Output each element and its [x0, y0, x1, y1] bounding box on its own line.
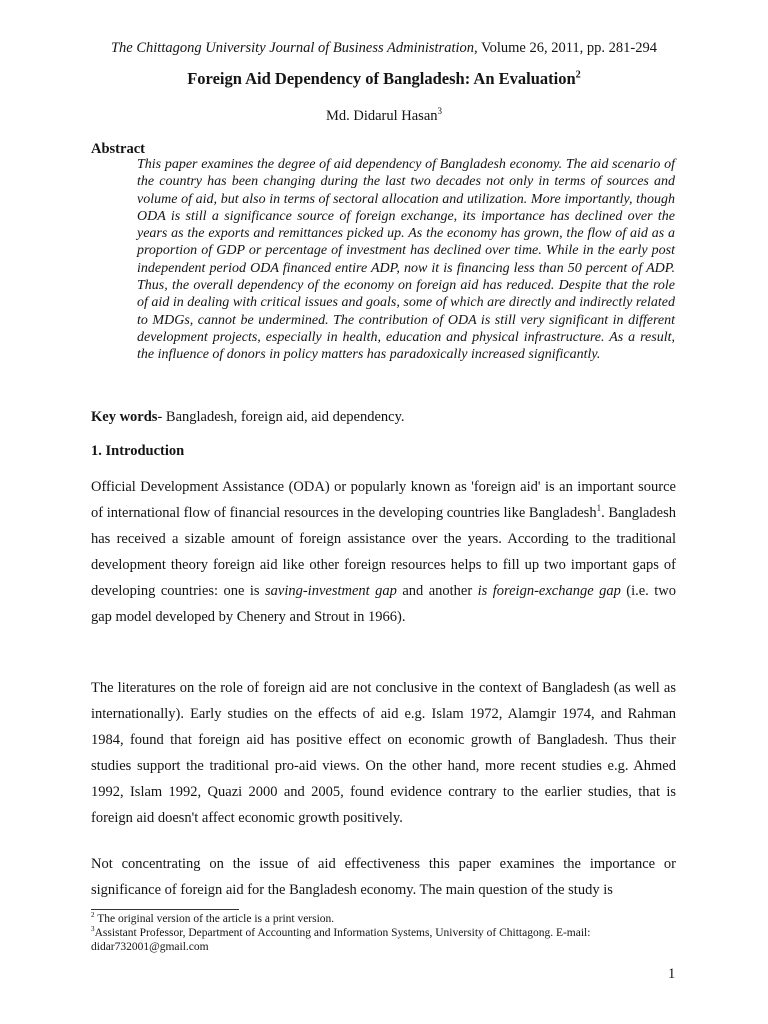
footnote-1 — [91, 912, 691, 926]
abstract-heading: Abstract — [91, 141, 145, 157]
page-number: 1 — [668, 966, 676, 982]
introduction-paragraph-2: The literatures on the role of foreign aid are not conclusive in the context of Bangladesh (as well as internationally). Early studies on the effects of aid e.g. Islam 1972, Alamgir 1974, and Rahman 1984, found that foreign aid has positive effect on economic growth of Bangladesh. Thus their studies support the traditional pro-aid views. On the other hand, more recent studies e.g. Ahmed 1992, Islam 1992, Quazi 2000 and 2005, found evidence contrary to the earlier studies, that is foreign aid doesn't affect economic growth positively. — [91, 680, 676, 826]
paragraph-text: and another — [396, 583, 478, 599]
keywords-label: Key words — [91, 409, 158, 425]
footnote-text: The original version of the article is a print version. — [94, 913, 335, 925]
paper-title — [0, 69, 768, 89]
footnote-text: Assistant Professor, Department of Accounting and Information Systems, University of Chittagong. E-mail: didar732001@gmail.com — [91, 927, 591, 953]
paper-title-text: Foreign Aid Dependency of Bangladesh: An Evaluation — [187, 69, 576, 88]
paragraph-text: Official Development Assistance (ODA) or popularly known as 'foreign aid' is an important source of international flow of financial resources in the developing countries like Bangladesh — [91, 479, 676, 521]
journal-name: The Chittagong University Journal of Business Administration, — [110, 40, 478, 56]
author-name: Md. Didarul Hasan — [325, 108, 438, 124]
author-line — [0, 108, 768, 125]
footnote-marker: 3 — [91, 925, 95, 934]
footnote-marker: 2 — [91, 911, 95, 920]
section-heading-introduction: 1. Introduction — [91, 443, 185, 459]
title-footnote-marker: 2 — [575, 69, 581, 81]
italic-term-foreign-exchange-gap: is foreign-exchange gap — [477, 583, 621, 599]
author-footnote-marker: 3 — [437, 106, 443, 117]
abstract-text: This paper examines the degree of aid dependency of Bangladesh economy. The aid scenario of the country has been changing during the last two decades not only in terms of sources and volume of aid, but also in terms of sectoral allocation and utilization. More importantly, though ODA is still a significance source of foreign exchange, its importance has declined over the years as the exports and remittances picked up. As the economy has grown, the flow of aid as a proportion of GDP or percentage of investment has declined over time. While in the early post independent period ODA financed entire ADP, now it is financing less than 50 percent of ADP. Thus, the overall dependency of the economy on foreign aid has reduced. Despite that the role of aid in dealing with critical issues and goals, some of which are directly and indirectly related to MDGs, cannot be undermined. The contribution of ODA is still very significant in different development projects, especially in health, education and physical infrastructure. As a result, the influence of donors in policy matters has paradoxically increased significantly. — [137, 157, 675, 363]
keywords-text: - Bangladesh, foreign aid, aid dependency. — [157, 409, 405, 425]
introduction-paragraph-1 — [91, 474, 676, 630]
paragraph-footnote-marker: 1 — [596, 503, 602, 514]
paragraph-text: . Bangladesh has received a sizable amount of foreign assistance over the years. According to the traditional development theory foreign aid like other foreign resources helps to fill up two important gaps of developing countries: one is — [91, 505, 677, 599]
journal-header — [0, 40, 768, 57]
italic-term-saving-investment-gap: saving-investment gap — [264, 583, 397, 599]
keywords-line — [91, 409, 405, 426]
volume-info: Volume 26, 2011, pp. 281-294 — [477, 40, 658, 56]
footnote-divider — [91, 909, 239, 910]
paragraph-text: (i.e. two gap model developed by Chenery and Strout in 1966). — [91, 583, 676, 625]
introduction-paragraph-3: Not concentrating on the issue of aid effectiveness this paper examines the importance or significance of foreign aid for the Bangladesh economy. The main question of the study is — [91, 856, 676, 898]
footnote-2 — [91, 926, 691, 954]
